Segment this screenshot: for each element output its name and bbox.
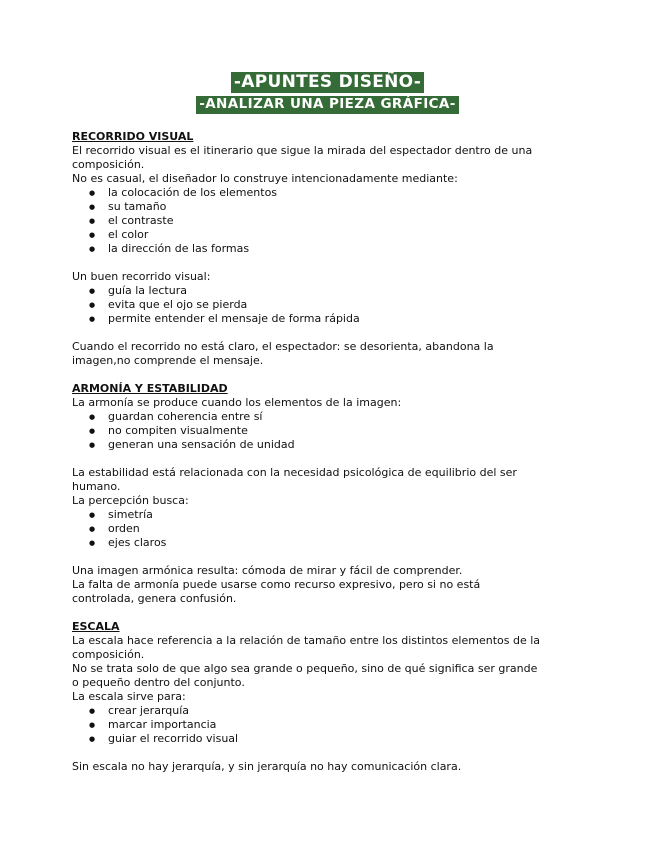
paragraph-line: Sin escala no hay jerarquía, y sin jerarquía no hay comunicación clara. <box>72 760 462 773</box>
paragraph-line: La percepción busca: <box>72 494 189 507</box>
list-item: ● guardan coherencia entre sí <box>72 410 542 424</box>
list-item: ● su tamaño <box>72 200 542 214</box>
document-subtitle: -ANALIZAR UNA PIEZA GRÁFICA- <box>196 96 459 114</box>
list-item: ● la dirección de las formas <box>72 242 542 256</box>
document-body <box>72 130 542 774</box>
spacer <box>72 550 542 564</box>
section-recorrido-visual <box>72 130 542 368</box>
document-title: -APUNTES DISEÑO- <box>231 72 424 93</box>
paragraph-line: La falta de armonía puede usarse como recurso expresivo, pero si no está <box>72 578 481 591</box>
list-item: ● simetría <box>72 508 542 522</box>
list-item: ● generan una sensación de unidad <box>72 438 542 452</box>
paragraph-line: imagen,no comprende el mensaje. <box>72 354 264 367</box>
paragraph-line: controlada, genera confusión. <box>72 592 237 605</box>
list-item: ● la colocación de los elementos <box>72 186 542 200</box>
paragraph-line: No es casual, el diseñador lo construye intencionadamente mediante: <box>72 172 458 185</box>
bullet-list <box>72 508 542 550</box>
section-heading: RECORRIDO VISUAL <box>72 130 194 143</box>
section-armonia-estabilidad <box>72 382 542 606</box>
paragraph-line: composición. <box>72 648 145 661</box>
paragraph-line: La escala sirve para: <box>72 690 186 703</box>
list-item: ● permite entender el mensaje de forma rápida <box>72 312 542 326</box>
paragraph-line: La armonía se produce cuando los elementos de la imagen: <box>72 396 402 409</box>
spacer <box>72 326 542 340</box>
paragraph-line: La estabilidad está relacionada con la necesidad psicológica de equilibrio del ser <box>72 466 517 479</box>
spacer <box>72 256 542 270</box>
bullet-list <box>72 410 542 452</box>
section-escala <box>72 620 542 774</box>
paragraph-line: composición. <box>72 158 145 171</box>
paragraph-line: Una imagen armónica resulta: cómoda de mirar y fácil de comprender. <box>72 564 463 577</box>
list-item: ● orden <box>72 522 542 536</box>
bullet-list <box>72 186 542 256</box>
list-item: ● ejes claros <box>72 536 542 550</box>
paragraph-line: o pequeño dentro del conjunto. <box>72 676 245 689</box>
title-block <box>0 72 655 114</box>
spacer <box>72 606 542 620</box>
list-item: ● guiar el recorrido visual <box>72 732 542 746</box>
spacer <box>72 746 542 760</box>
list-item: ● el contraste <box>72 214 542 228</box>
list-item: ● crear jerarquía <box>72 704 542 718</box>
list-item: ● el color <box>72 228 542 242</box>
spacer <box>72 368 542 382</box>
bullet-list <box>72 284 542 326</box>
section-heading: ESCALA <box>72 620 120 633</box>
list-item: ● marcar importancia <box>72 718 542 732</box>
paragraph-line: Cuando el recorrido no está claro, el espectador: se desorienta, abandona la <box>72 340 494 353</box>
spacer <box>72 452 542 466</box>
bullet-list <box>72 704 542 746</box>
paragraph-line: El recorrido visual es el itinerario que sigue la mirada del espectador dentro de una <box>72 144 533 157</box>
list-item: ● guía la lectura <box>72 284 542 298</box>
paragraph-line: La escala hace referencia a la relación de tamaño entre los distintos elementos de la <box>72 634 541 647</box>
section-heading: ARMONÍA Y ESTABILIDAD <box>72 382 228 395</box>
paragraph-line: No se trata solo de que algo sea grande o pequeño, sino de qué significa ser grande <box>72 662 538 675</box>
list-item: ● no compiten visualmente <box>72 424 542 438</box>
paragraph-line: Un buen recorrido visual: <box>72 270 211 283</box>
paragraph-line: humano. <box>72 480 121 493</box>
list-item: ● evita que el ojo se pierda <box>72 298 542 312</box>
